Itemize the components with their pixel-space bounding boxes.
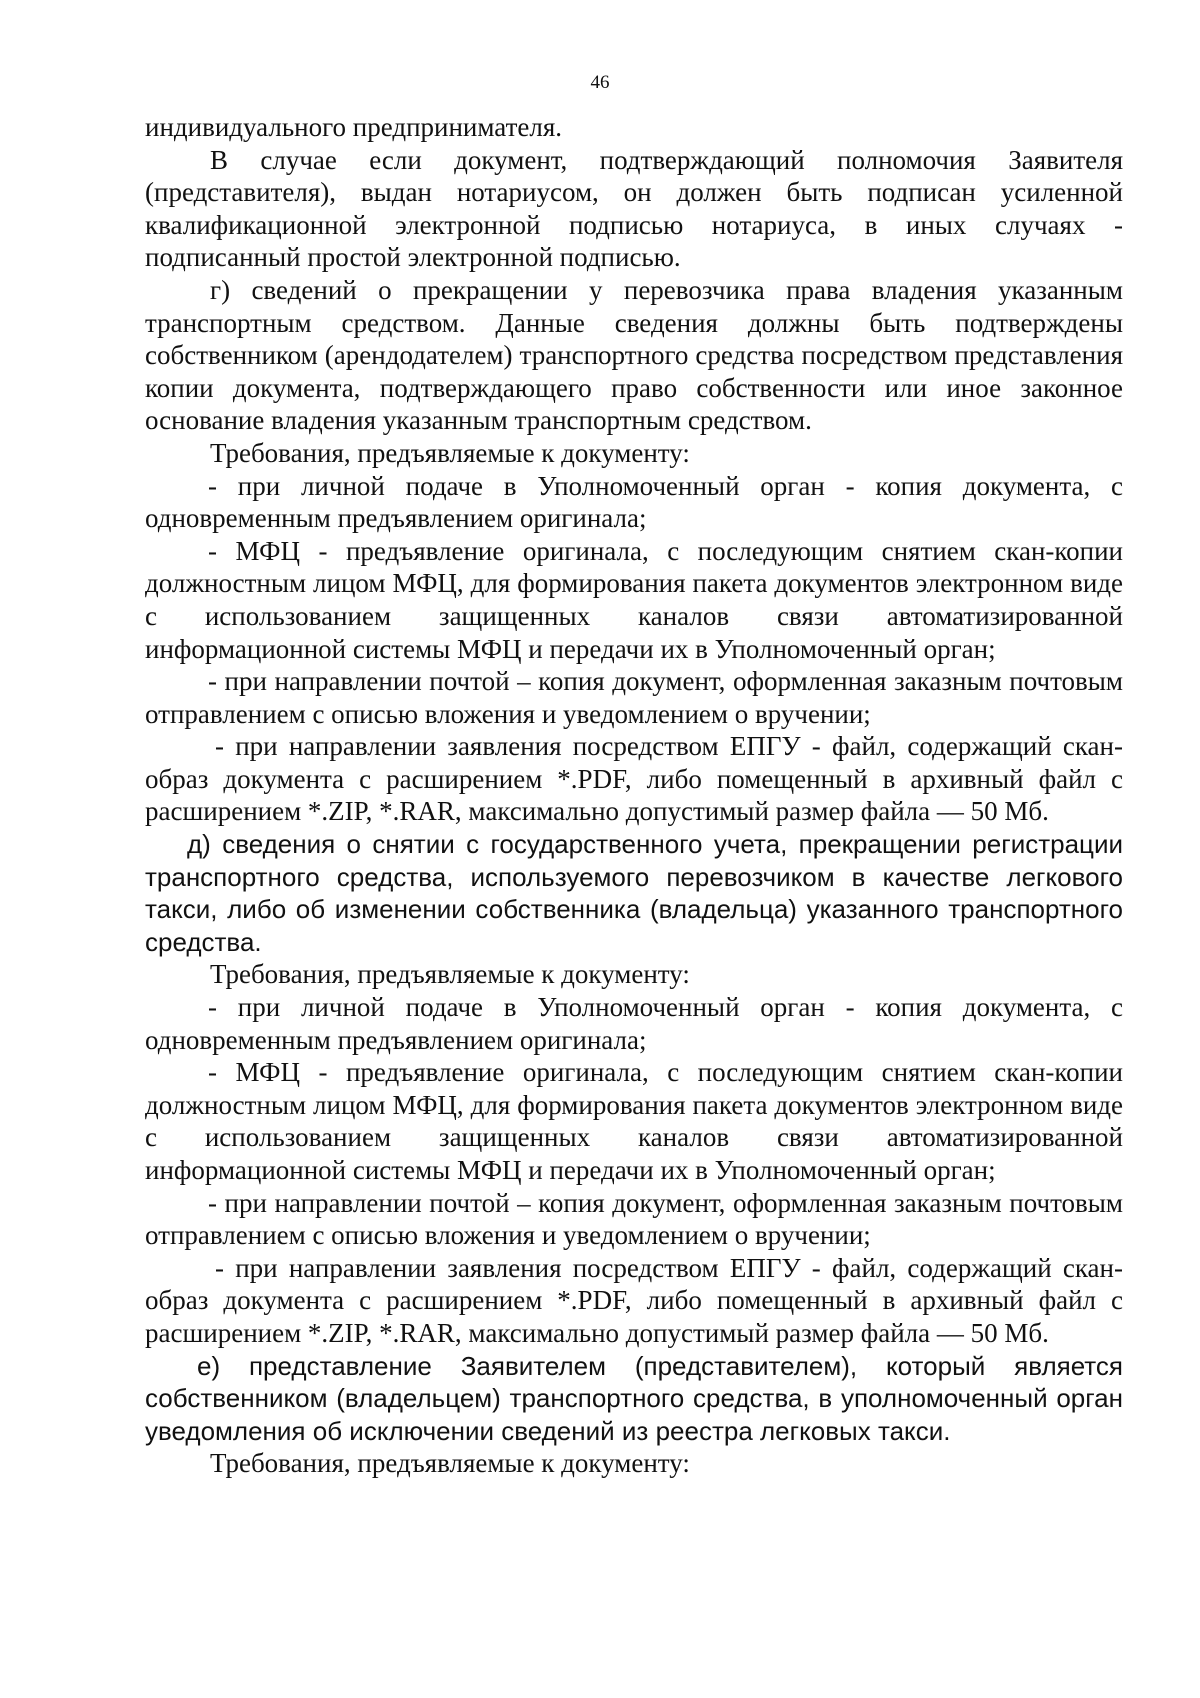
page-number: 46	[590, 72, 610, 93]
paragraph-requirement-epgu: - при направлении заявления посредством ЕПГУ - файл, содержащий скан-образ документа с расширением *.PDF, либо помещенный в архивный файл с расширением *.ZIP, *.RAR, максимально допустимый размер файла — 50 Мб.	[145, 731, 1123, 827]
paragraph-item-d: д) сведения о снятии с государственного учета, прекращении регистрации транспортного средства, используемого перевозчиком в качестве легкового такси, либо об изменении собственника (владельца) указанного транспортного средства.	[145, 829, 1123, 957]
paragraph-requirements-heading: Требования, предъявляемые к документу:	[210, 959, 690, 990]
paragraph-continuation: индивидуального предпринимателя.	[145, 112, 562, 142]
paragraph-item-g: г) сведений о прекращении у перевозчика права владения указанным транспортным средством. Данные сведения должны быть подтверждены собственником (арендодателем) транспортного средства посредством представления копии документа, подтверждающего право собственности или иное законное основание владения указанным транспортным средством.	[145, 274, 1123, 436]
paragraph-requirement-personal: - при личной подаче в Уполномоченный орган - копия документа, с одновременным предъявлением оригинала;	[145, 992, 1123, 1055]
paragraph-requirement-mail: - при направлении почтой – копия документ, оформленная заказным почтовым отправлением с описью вложения и уведомлением о вручении;	[145, 666, 1123, 729]
paragraph-requirement-mfc: - МФЦ - предъявление оригинала, с последующим снятием скан-копии должностным лицом МФЦ, для формирования пакета документов электронном виде с использованием защищенных каналов связи автоматизированной информационной системы МФЦ и передачи их в Уполномоченный орган;	[145, 535, 1123, 664]
paragraph-requirement-personal: - при личной подаче в Уполномоченный орган - копия документа, с одновременным предъявлением оригинала;	[145, 470, 1123, 534]
paragraph-requirements-heading: Требования, предъявляемые к документу:	[210, 1448, 690, 1479]
paragraph-requirements-heading: Требования, предъявляемые к документу:	[210, 437, 690, 468]
paragraph-requirement-mail: - при направлении почтой – копия документ, оформленная заказным почтовым отправлением с описью вложения и уведомлением о вручении;	[145, 1187, 1123, 1251]
paragraph-notary-signature: В случае если документ, подтверждающий полномочия Заявителя (представителя), выдан нотариусом, он должен быть подписан усиленной квалификационной электронной подписью нотариуса, в иных случаях - подписанный простой электронной подписью.	[145, 144, 1123, 273]
paragraph-requirement-mfc: - МФЦ - предъявление оригинала, с последующим снятием скан-копии должностным лицом МФЦ, для формирования пакета документов электронном виде с использованием защищенных каналов связи автоматизированной информационной системы МФЦ и передачи их в Уполномоченный орган;	[145, 1057, 1123, 1185]
document-body	[145, 111, 1123, 1480]
paragraph-requirement-epgu: - при направлении заявления посредством ЕПГУ - файл, содержащий скан-образ документа с расширением *.PDF, либо помещенный в архивный файл с расширением *.ZIP, *.RAR, максимально допустимый размер файла — 50 Мб.	[145, 1252, 1123, 1348]
paragraph-item-e: е) представление Заявителем (представителем), который является собственником (владельцем) транспортного средства, в уполномоченный орган уведомления об исключении сведений из реестра легковых такси.	[145, 1350, 1123, 1446]
